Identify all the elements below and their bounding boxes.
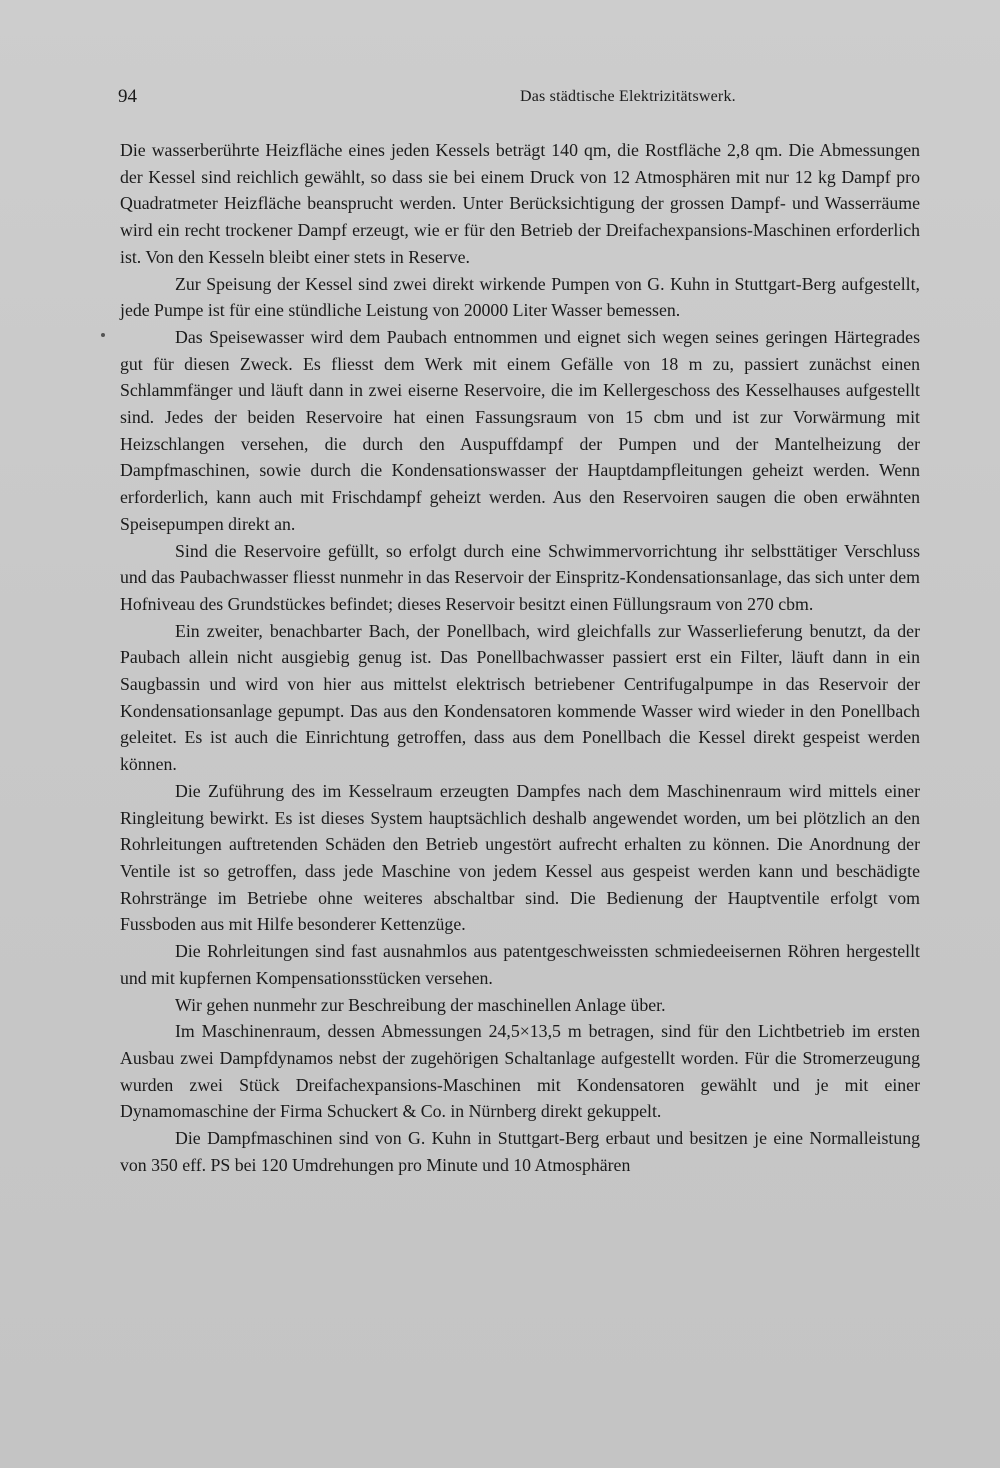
running-title: Das städtische Elektrizitätswerk. — [520, 88, 736, 105]
paragraph-boilers: Die wasserberührte Heizfläche eines jeden Kessels beträgt 140 qm, die Rostfläche 2,8 qm. Die Abmessungen der Kessel sind reichlich gewählt, so dass sie bei einem Druck von 12 Atmosphären mit nur 12 kg Dampf pro Quadratmeter Heizfläche beansprucht werden. Unter Berücksichtigung der grossen Dampf- und Wasserräume wird ein recht trockener Dampf erzeugt, wie er für den Betrieb der Dreifachexpansions-Maschinen erforderlich ist. Von den Kesseln bleibt einer stets in Reserve. — [120, 140, 920, 267]
page-number: 94 — [118, 86, 137, 107]
margin-speck — [101, 333, 105, 337]
paragraph-reservoirs: Sind die Reservoire gefüllt, so erfolgt durch eine Schwimmervorrichtung ihr selbsttätiger Verschluss und das Paubachwasser fliesst nunmehr in das Reservoir der Einspritz-Kondensationsanlage, das sich unter dem Hofniveau des Grundstückes befindet; dieses Reservoir besitzt einen Füllungsraum von 270 cbm. — [120, 540, 920, 614]
paragraph-machine-room: Im Maschinenraum, dessen Abmessungen 24,5×13,5 m betragen, sind für den Lichtbetrieb im ersten Ausbau zwei Dampfdynamos nebst der zugehörigen Schaltanlage aufgestellt worden. Für die Stromerzeugung wurden zwei Stück Dreifachexpansions-Maschinen mit Kondensatoren gewählt und je mit einer Dynamomaschine der Firma Schuckert & Co. in Nürnberg direkt gekuppelt. — [120, 1021, 920, 1122]
paragraph-steam-engines: Die Dampfmaschinen sind von G. Kuhn in Stuttgart-Berg erbaut und besitzen je eine Normalleistung von 350 eff. PS bei 120 Umdrehungen pro Minute und 10 Atmosphären — [120, 1128, 920, 1175]
running-head — [118, 84, 918, 114]
paragraph-feed-pumps: Zur Speisung der Kessel sind zwei direkt wirkende Pumpen von G. Kuhn in Stuttgart-Berg aufgestellt, jede Pumpe ist für eine stündliche Leistung von 20000 Liter Wasser bemessen. — [120, 273, 920, 321]
paragraph-steam-supply: Die Zuführung des im Kesselraum erzeugten Dampfes nach dem Maschinenraum wird mittels einer Ringleitung bewirkt. Es ist dieses System hauptsächlich deshalb angewendet worden, um bei plötzlich an den Rohrleitungen auftretenden Schäden den Betrieb ungestört aufrecht erhalten zu können. Die Anordnung der Ventile ist so getroffen, dass jede Maschine von jedem Kessel aus gespeist werden kann und beschädigte Rohrstränge im Betriebe ohne weiteres abschaltbar sind. Die Bedienung der Hauptventile erfolgt vom Fussboden aus mit Hilfe besonderer Kettenzüge. — [120, 780, 920, 935]
paragraph-ponellbach: Ein zweiter, benachbarter Bach, der Ponellbach, wird gleichfalls zur Wasserlieferung benutzt, da der Paubach allein nicht ausgiebig genug ist. Das Ponellbachwasser passiert erst ein Filter, läuft dann in ein Saugbassin und wird von hier aus mittelst elektrisch betriebener Centrifugalpumpe in das Reservoir der Kondensationsanlage gepumpt. Das aus den Kondensatoren kommende Wasser wird wieder in den Ponellbach geleitet. Es ist auch die Einrichtung getroffen, dass aus dem Ponellbach die Kessel direkt gespeist werden können. — [120, 620, 920, 775]
paragraph-pipes: Die Rohrleitungen sind fast ausnahmlos aus patentgeschweissten schmiedeeisernen Röhren hergestellt und mit kupfernen Kompensationsstücken versehen. — [120, 941, 920, 988]
paragraph-transition: Wir gehen nunmehr zur Beschreibung der maschinellen Anlage über. — [175, 994, 666, 1015]
paragraph-feed-water: Das Speisewasser wird dem Paubach entnommen und eignet sich wegen seines geringen Härtegrades gut für diesen Zweck. Es fliesst dem Werk mit einem Gefälle von 18 m zu, passiert zunächst einen Schlammfänger und läuft dann in zwei eiserne Reservoire, die im Kellergeschoss des Kesselhauses aufgestellt sind. Jedes der beiden Reservoire hat einen Fassungsraum von 15 cbm und ist zur Vorwärmung mit Heizschlangen versehen, die durch den Auspuffdampf der Pumpen und der Mantelheizung der Dampfmaschinen, sowie durch die Kondensationswasser der Hauptdampfleitungen geheizt werden. Wenn erforderlich, kann auch mit Frischdampf geheizt werden. Aus den Reservoiren saugen die oben erwähnten Speisepumpen direkt an. — [120, 326, 920, 534]
body-text — [120, 137, 920, 1178]
